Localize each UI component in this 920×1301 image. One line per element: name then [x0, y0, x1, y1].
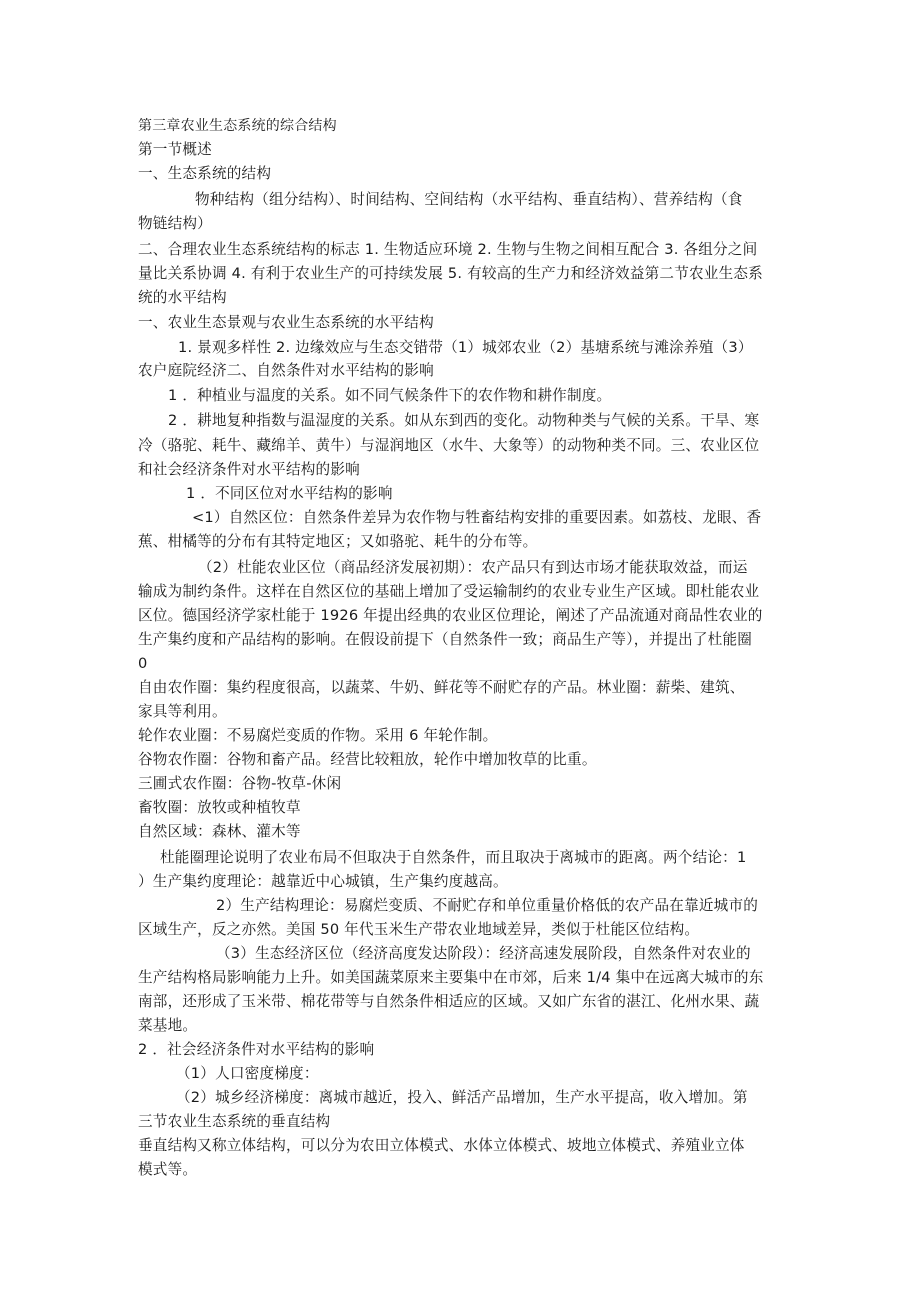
text-line: 南部，还形成了玉米带、棉花带等与自然条件相适应的区域。又如广东省的湛江、化州水果、蔬 [138, 993, 760, 1010]
text-line: 轮作农业圈：不易腐烂变质的作物。采用 6 年轮作制。 [138, 727, 498, 744]
text-line: 畜牧圈：放牧或种植牧草 [138, 799, 301, 816]
text-line: 蕉、柑橘等的分布有其特定地区；又如骆驼、耗牛的分布等。 [138, 533, 538, 550]
text-line: 菜基地。 [138, 1017, 198, 1034]
list-item: 2 ．社会经济条件对水平结构的影响 [138, 1041, 375, 1058]
text-line: 区位。德国经济学家杜能于 1926 年提出经典的农业区位理论，阐述了产品流通对商品性农业的 [138, 607, 763, 624]
text-line: <1）自然区位：自然条件差异为农作物与牲畜结构安排的重要因素。如荔枝、龙眼、香 [192, 509, 762, 526]
text-line: 和社会经济条件对水平结构的影响 [138, 461, 360, 478]
text-line: 生产集约度和产品结构的影响。在假设前提下（自然条件一致；商品生产等），并提出了杜能圈 [138, 631, 753, 648]
text-line: （2）城乡经济梯度：离城市越近，投入、鲜活产品增加，生产水平提高，收入增加。第 [176, 1089, 748, 1106]
text-line: 模式等。 [138, 1161, 198, 1178]
text-line: 0 [138, 655, 148, 672]
subsection-heading: 二、合理农业生态系统结构的标志 1. 生物适应环境 2. 生物与生物之间相互配合 3. 各组分之间 [138, 241, 758, 258]
text-line: ）生产集约度理论：越靠近中心城镇，生产集约度越高。 [138, 873, 508, 890]
text-line: 自由农作圈：集约程度很高，以蔬菜、牛奶、鲜花等不耐贮存的产品。林业圈：薪柴、建筑、 [138, 679, 745, 696]
text-line: 物种结构（组分结构）、时间结构、空间结构（水平结构、垂直结构）、营养结构（食 [195, 191, 743, 208]
text-line: 垂直结构又称立体结构，可以分为农田立体模式、水体立体模式、坡地立体模式、养殖业立体 [138, 1137, 745, 1154]
text-line: 杜能圈理论说明了农业布局不但取决于自然条件，而且取决于离城市的距离。两个结论：1 [160, 849, 747, 866]
list-item: 1 ．不同区位对水平结构的影响 [186, 485, 393, 502]
text-line: 冷（骆驼、耗牛、藏绵羊、黄牛）与湿润地区（水牛、大象等）的动物种类不同。三、农业区位 [138, 437, 760, 454]
list-item: 1 ．种植业与温度的关系。如不同气候条件下的农作物和耕作制度。 [168, 387, 612, 404]
text-line: 农户庭院经济二、自然条件对水平结构的影响 [138, 362, 434, 379]
text-line: 1. 景观多样性 2. 边缘效应与生态交错带（1）城郊农业（2）基塘系统与滩涂养殖（3） [178, 339, 753, 356]
text-line: 自然区域：森林、灌木等 [138, 823, 301, 840]
text-line: 物链结构） [138, 215, 212, 232]
text-line: 输成为制约条件。这样在自然区位的基础上增加了受运输制约的农业专业生产区域。即杜能农业 [138, 583, 760, 600]
text-line: （1）人口密度梯度： [176, 1065, 319, 1082]
subsection-heading: 一、生态系统的结构 [138, 165, 272, 182]
section-heading: 第一节概述 [138, 141, 212, 158]
text-line: 三节农业生态系统的垂直结构 [138, 1113, 331, 1130]
text-line: （2）杜能农业区位（商品经济发展初期）：农产品只有到达市场才能获取效益，而运 [198, 559, 748, 576]
subsection-heading: 一、农业生态景观与农业生态系统的水平结构 [138, 314, 434, 331]
text-line: 区域生产，反之亦然。美国 50 年代玉米生产带农业地域差异，类似于杜能区位结构。 [138, 921, 700, 938]
text-line: 统的水平结构 [138, 289, 227, 306]
text-line: 生产结构格局影响能力上升。如美国蔬菜原来主要集中在市郊，后来 1/4 集中在远离大城市的东 [138, 969, 764, 986]
list-item: 2 ．耕地复种指数与温湿度的关系。如从东到西的变化。动物种类与气候的关系。干旱、寒 [168, 412, 760, 429]
text-line: 2）生产结构理论：易腐烂变质、不耐贮存和单位重量价格低的农产品在靠近城市的 [216, 897, 759, 914]
text-line: 家具等利用。 [138, 703, 227, 720]
text-line: 谷物农作圈：谷物和畜产品。经营比较粗放，轮作中增加牧草的比重。 [138, 751, 597, 768]
text-line: （3）生态经济区位（经济高度发达阶段）：经济高速发展阶段，自然条件对农业的 [216, 945, 751, 962]
text-line: 三圃式农作圈：谷物-牧草-休闲 [138, 775, 342, 792]
chapter-title: 第三章农业生态系统的综合结构 [138, 118, 337, 134]
text-line: 量比关系协调 4. 有利于农业生产的可持续发展 5. 有较高的生产力和经济效益第二节农业生态系 [138, 265, 763, 282]
